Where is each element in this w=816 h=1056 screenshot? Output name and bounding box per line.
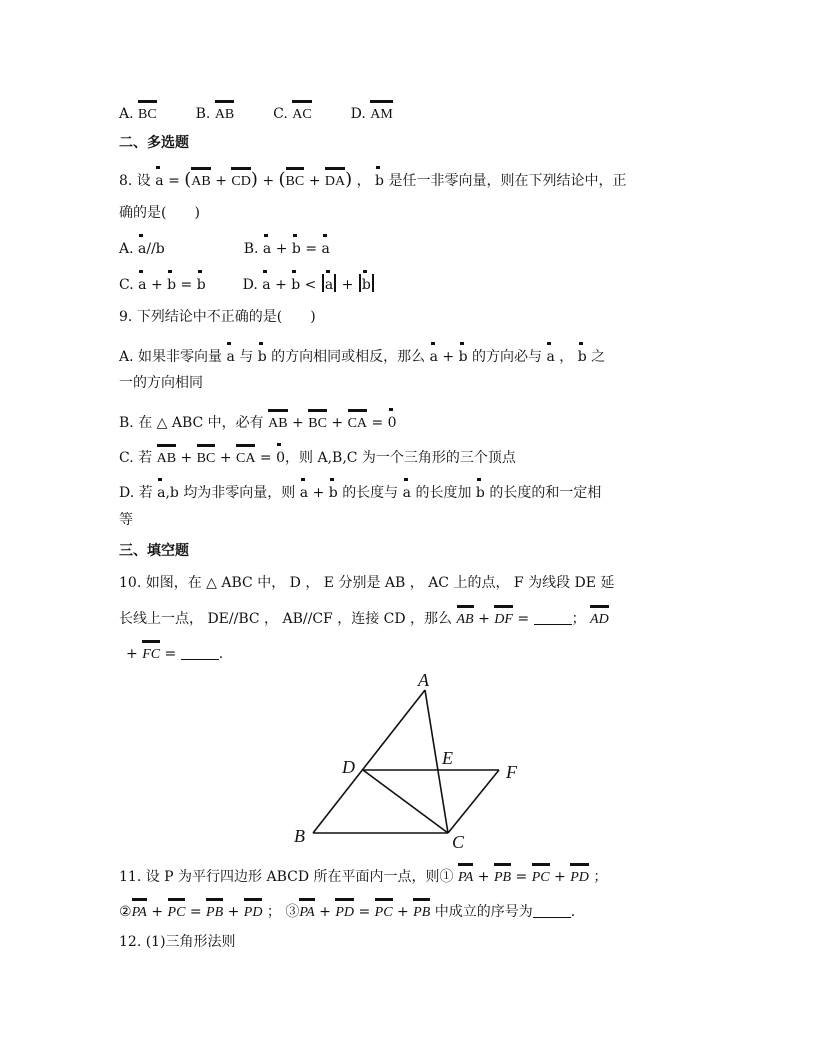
q9-option-a-line1 (119, 342, 605, 367)
q8-option-d-label: D. (242, 277, 258, 293)
period: . (218, 646, 224, 662)
answer-blank-3[interactable] (533, 903, 571, 918)
q9-option-d-line1 (119, 478, 601, 503)
vector-b: b (258, 342, 267, 367)
plus-sign: + (219, 450, 232, 466)
q9-option-c (119, 443, 516, 469)
circled-3: ③ (285, 904, 300, 920)
vector-bc: BC (308, 409, 327, 434)
q8-option-b-label: B. (243, 241, 259, 257)
vectors-a-b: a,b (157, 478, 179, 503)
plus-sign: + (312, 485, 325, 501)
q9-c-text: C. 若 (119, 450, 153, 466)
vector-ab: AB (268, 409, 287, 434)
q9-a-text: 的方向必与 (472, 349, 543, 365)
vector-a: a (138, 234, 146, 259)
label-e: E (442, 748, 453, 768)
vector-pd: PD (335, 898, 354, 923)
vector-a: a (300, 478, 308, 503)
q8-option-a-tail: //b (146, 241, 165, 257)
q8-stem-line1: 8. 设 a = (AB + CD) + (BC + DA) ， b 是任一非零向量，则在下列结论中，正 (119, 166, 626, 192)
vector-a: a (263, 234, 271, 259)
q10-line3 (126, 640, 223, 665)
label-f: F (506, 762, 517, 782)
label-d: D (342, 757, 355, 777)
plus-sign: + (477, 869, 490, 885)
segment-cf (448, 770, 499, 833)
q7-option-b-vector: AB (215, 100, 234, 125)
q9-a-text: 的方向相同或相反，那么 (271, 349, 426, 365)
plus-sign: + (180, 450, 193, 466)
plus-sign: + (227, 904, 240, 920)
q9-a-text: 与 (239, 349, 254, 365)
section-multiple-choice-heading: 二、多选题 (119, 135, 189, 151)
vector-bc: BC (197, 444, 216, 469)
q9-b-text: B. 在 △ ABC 中，必有 (119, 415, 264, 431)
vector-pc: PC (532, 863, 550, 888)
q7-option-d-vector: AM (370, 100, 393, 125)
q10-line2 (119, 605, 609, 630)
vector-df: DF (494, 605, 513, 630)
vector-a: a (138, 270, 146, 295)
vector-b: b (167, 270, 176, 295)
q9-d-text: 的长度与 (342, 485, 399, 501)
q10-line1: 10. 如图，在 △ ABC 中， D ， E 分别是 AB ， AC 上的点， F 为线段 DE 延 (119, 575, 615, 591)
comma: ， (559, 349, 574, 365)
zero-vector: 0 (388, 408, 397, 433)
vector-pa: PA (299, 898, 314, 923)
vector-a: a (403, 478, 411, 503)
vector-pa: PA (132, 898, 147, 923)
vector-a: a (325, 270, 333, 295)
q8-option-a-label: A. (119, 241, 134, 257)
plus-sign: + (554, 869, 566, 885)
plus-sign: + (262, 173, 275, 189)
vector-a: a (430, 342, 438, 367)
vector-b: b (329, 478, 338, 503)
q7-option-c-vector: AC (292, 100, 311, 125)
q7-option-a-label: A. (119, 106, 139, 122)
equals-sign: = (168, 173, 180, 189)
equals-sign: = (259, 450, 272, 466)
vector-ab: AB (157, 444, 176, 469)
plus-sign: + (319, 904, 331, 920)
vector-ab: AB (191, 167, 210, 192)
vector-fc: FC (142, 640, 160, 665)
vector-pc: PC (168, 898, 186, 923)
q9-d-text: 的长度的和一定相 (489, 485, 602, 501)
label-c: C (452, 832, 465, 852)
label-a: A (418, 670, 429, 690)
plus-sign: + (275, 277, 287, 293)
vector-a: a (226, 342, 234, 367)
semicolon: ； (571, 611, 586, 627)
zero-vector: 0 (276, 443, 285, 468)
q12-line1: 12. (1)三角形法则 (119, 934, 236, 950)
period: . (570, 904, 576, 920)
vector-pa: PA (458, 863, 473, 888)
comma: ， (356, 173, 371, 189)
segment-ab (313, 690, 425, 833)
vector-ad: AD (590, 605, 609, 630)
vector-pc: PC (375, 898, 393, 923)
q9-d-text: 的长度加 (415, 485, 472, 501)
semicolon: ； (266, 904, 281, 920)
vector-cd: CD (231, 167, 250, 192)
plus-sign: + (292, 415, 304, 431)
plus-sign: + (396, 904, 409, 920)
equals-sign: = (371, 415, 384, 431)
answer-blank-2[interactable] (181, 645, 219, 660)
plus-sign: + (442, 349, 455, 365)
equals-sign: = (305, 241, 318, 257)
section-fill-in-heading: 三、填空题 (119, 543, 189, 559)
q9-option-a-line2: 一的方向相同 (119, 375, 203, 391)
label-b: B (294, 826, 305, 846)
q11-text: 11. 设 P 为平行四边形 ABCD 所在平面内一点，则① (119, 869, 454, 885)
q9-option-b (119, 408, 397, 434)
vector-b: b (476, 478, 485, 503)
plus-sign: + (341, 277, 354, 293)
vector-b: b (578, 342, 587, 367)
triangle-figure (280, 665, 540, 855)
q9-a-text: A. 如果非零向量 (119, 349, 223, 365)
vector-b: b (459, 342, 468, 367)
q7-option-a-vector: BC (138, 100, 157, 125)
q10-text: 长线上一点， DE//BC ， AB//CF ，连接 CD ，那么 (119, 611, 453, 627)
equals-sign: = (515, 869, 528, 885)
plus-sign: + (308, 173, 321, 189)
q8-prefix: 8. 设 (119, 173, 151, 189)
answer-blank-1[interactable] (534, 610, 572, 625)
vector-b: b (197, 270, 206, 295)
vector-a: a (546, 342, 554, 367)
plus-sign: + (150, 277, 163, 293)
q11-text: 中成立的序号为 (434, 904, 533, 920)
plus-sign: + (215, 173, 227, 189)
plus-sign: + (331, 415, 344, 431)
vector-ab: AB (457, 605, 474, 630)
equals-sign: = (517, 611, 530, 627)
vector-b: b (375, 166, 384, 191)
vector-b: b (292, 234, 301, 259)
equals-sign: = (358, 904, 371, 920)
less-than-sign: < (304, 277, 317, 293)
q8-suffix: 是任一非零向量，则在下列结论中，正 (388, 173, 627, 189)
q9-stem: 9. 下列结论中不正确的是( ) (119, 309, 316, 325)
vector-bc: BC (286, 167, 305, 192)
q7-options (119, 100, 393, 125)
semicolon: ； (593, 869, 608, 885)
q8-stem-line2: 确的是( ) (119, 205, 200, 221)
q9-option-d-line2: 等 (119, 512, 133, 528)
vector-b: b (291, 270, 300, 295)
q7-option-c-label: C. (273, 106, 293, 122)
vector-ca: CA (348, 409, 367, 434)
q9-d-text: D. 若 (119, 485, 153, 501)
q9-d-text: 均为非零向量，则 (183, 485, 296, 501)
q8-option-c-label: C. (119, 277, 134, 293)
vector-da: DA (325, 167, 345, 192)
q7-option-b-label: B. (195, 106, 215, 122)
equals-sign: = (180, 277, 193, 293)
q9-a-text: 之 (591, 349, 606, 365)
vector-pb: PB (413, 898, 430, 923)
equals-sign: = (189, 904, 202, 920)
vector-pb: PB (206, 898, 223, 923)
segment-dc (363, 770, 448, 833)
q11-line1 (119, 863, 607, 888)
vector-a: a (262, 270, 270, 295)
equals-sign: = (164, 646, 177, 662)
vector-pd: PD (570, 863, 589, 888)
q8-options-cd (119, 270, 375, 295)
q9-c-text: ，则 A,B,C 为一个三角形的三个顶点 (285, 450, 516, 466)
vector-ca: CA (236, 444, 255, 469)
q7-option-d-label: D. (350, 106, 371, 122)
vector-a: a (155, 166, 163, 191)
circled-2: ② (119, 904, 132, 920)
plus-sign: + (275, 241, 288, 257)
vector-pb: PB (494, 863, 511, 888)
vector-b: b (362, 270, 371, 295)
q11-line2 (119, 898, 575, 923)
plus-sign: + (478, 611, 490, 627)
q8-options-ab (119, 234, 330, 259)
plus-sign: + (151, 904, 164, 920)
vector-a: a (322, 234, 330, 259)
vector-pd: PD (244, 898, 263, 923)
plus-sign: + (126, 646, 138, 662)
